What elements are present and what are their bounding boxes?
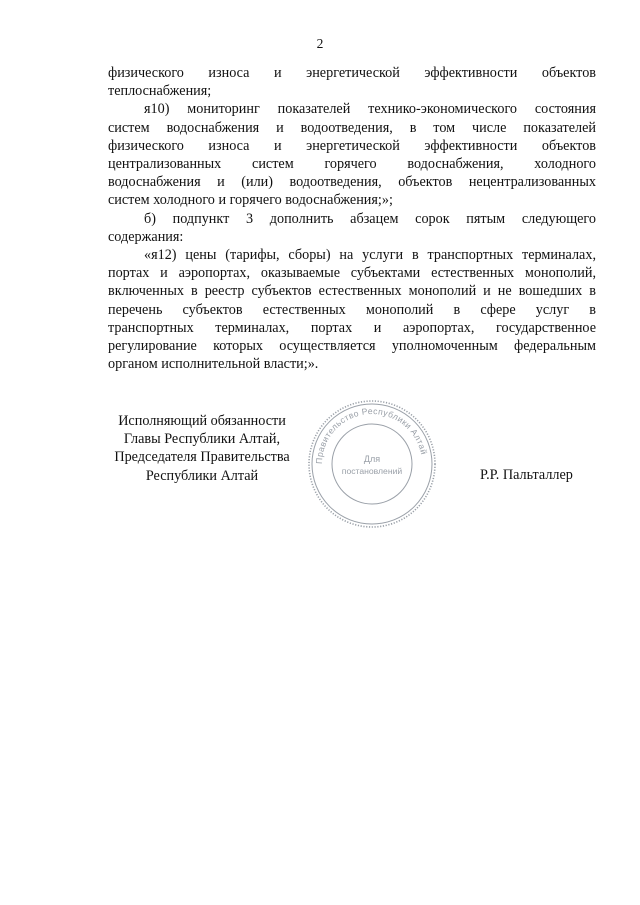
official-seal-stamp: [306, 398, 438, 530]
text-line: перечень субъектов естественных монополий в сфере услуг в: [108, 301, 596, 318]
signatory-title-line: Исполняющий обязанности: [118, 413, 286, 429]
document-body: [108, 64, 596, 373]
text-line: теплоснабжения;: [108, 83, 212, 100]
text-line: физического износа и энергетической эффективности объектов: [108, 65, 596, 81]
text-line: транспортных терминалах, портах и аэропортах, государственное: [108, 319, 596, 336]
paragraph-1: [108, 64, 596, 100]
text-line: физического износа и энергетической эффективности объектов: [108, 137, 596, 154]
seal-outer-text: Правительство Республики Алтай: [313, 405, 430, 465]
text-line: портах и аэропортах, оказываемые субъектами естественных монополий,: [108, 265, 596, 282]
signatory-name: Р.Р. Пальталлер: [480, 467, 573, 483]
page-number: 2: [316, 36, 324, 51]
seal-outer-ring: [309, 401, 435, 527]
text-line: «я12) цены (тарифы, сборы) на услуги в транспортных терминалах,: [144, 247, 596, 264]
signatory-title-line: Председателя Правительства: [114, 449, 290, 466]
text-line: органом исполнительной власти;».: [108, 356, 319, 373]
seal-inner-ring: [332, 424, 412, 504]
text-line: я10) мониторинг показателей технико-экономического состояния: [144, 101, 596, 118]
text-line: водоснабжения и (или) водоотведения, объектов нецентрализованных: [108, 174, 596, 191]
signatory-title-line: Главы Республики Алтай,: [123, 431, 281, 448]
signatory-title: [102, 412, 302, 485]
signatory-title-line: Республики Алтай: [145, 467, 259, 484]
text-line: систем водоснабжения и водоотведения, в том числе показателей: [108, 119, 596, 136]
text-line: содержания:: [108, 228, 184, 245]
paragraph-3: [108, 210, 596, 246]
paragraph-2: [108, 100, 596, 209]
seal-inner-text-bottom: постановлений: [341, 466, 403, 476]
text-line: б) подпункт 3 дополнить абзацем сорок пятым следующего: [144, 210, 596, 227]
text-line: регулирование которых осуществляется уполномоченным федеральным: [108, 338, 596, 355]
text-line: систем холодного и горячего водоснабжения;»;: [108, 192, 393, 209]
seal-ring: [312, 404, 432, 524]
seal-inner-text-top: Для: [363, 454, 381, 464]
text-line: включенных в реестр субъектов естественных монополий и не вошедших в: [108, 283, 596, 300]
text-line: централизованных систем горячего водоснабжения, холодного: [108, 156, 596, 173]
paragraph-4: [108, 246, 596, 373]
